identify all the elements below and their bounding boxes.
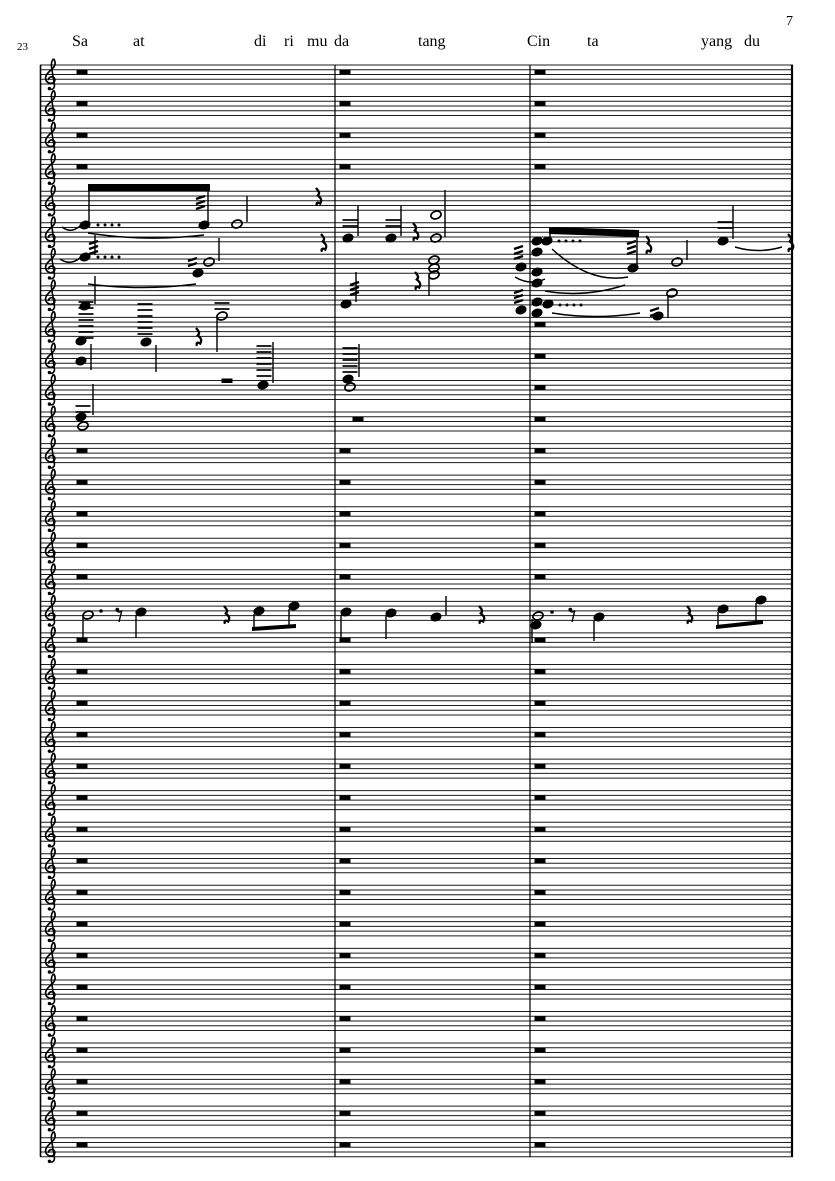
lyric-syllable: da bbox=[334, 33, 350, 50]
lyric-syllable: mu bbox=[307, 33, 328, 50]
lyric-syllable: du bbox=[744, 33, 760, 50]
lyric-syllable: di bbox=[254, 33, 267, 50]
lyric-syllable: yang bbox=[701, 33, 733, 50]
page-number: 7 bbox=[786, 14, 793, 29]
measure-number: 23 bbox=[17, 41, 28, 53]
lyric-syllable: ta bbox=[587, 33, 599, 50]
lyric-syllable: Cin bbox=[527, 33, 551, 50]
lyric-syllable: tang bbox=[418, 33, 446, 50]
lyric-syllable: ri bbox=[284, 33, 294, 50]
whole-rests bbox=[77, 70, 546, 1147]
lyric-syllable: at bbox=[133, 33, 145, 50]
lyric-syllable: Sa bbox=[72, 33, 88, 50]
